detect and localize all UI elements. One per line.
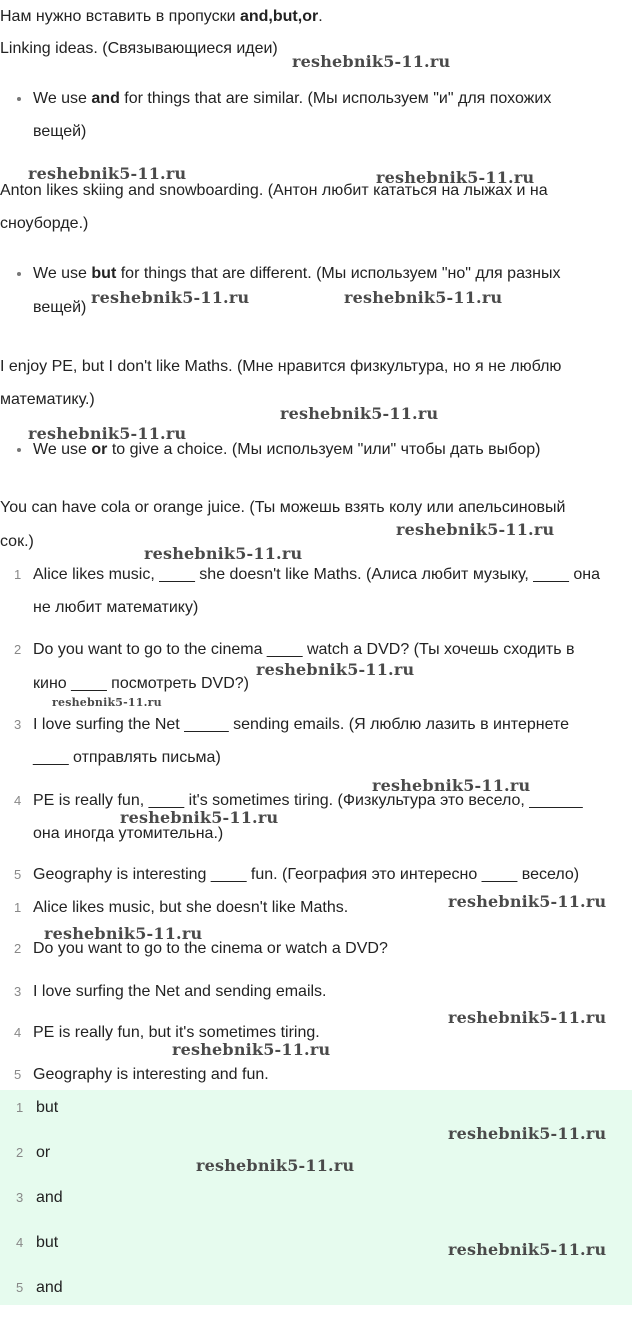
watermark: reshebnik5-11.ru: [120, 808, 279, 827]
watermark: reshebnik5-11.ru: [396, 520, 555, 539]
watermark: reshebnik5-11.ru: [91, 288, 250, 307]
watermark: reshebnik5-11.ru: [196, 1156, 355, 1175]
watermark: reshebnik5-11.ru: [28, 164, 187, 183]
watermark: reshebnik5-11.ru: [28, 424, 187, 443]
example-text: Anton likes skiing and snowboarding. (Антон любит кататься на лыжах и на: [0, 182, 548, 199]
watermark: reshebnik5-11.ru: [448, 1240, 607, 1259]
watermark: reshebnik5-11.ru: [372, 776, 531, 795]
section-heading: Linking ideas. (Связывающиеся идеи): [0, 40, 278, 57]
watermark: reshebnik5-11.ru: [344, 288, 503, 307]
watermark: reshebnik5-11.ru: [172, 1040, 331, 1059]
example-text: You can have cola or orange juice. (Ты можешь взять колу или апельсиновый: [0, 499, 566, 516]
watermark: reshebnik5-11.ru: [256, 660, 415, 679]
watermark: reshebnik5-11.ru: [52, 696, 162, 709]
intro-text: Нам нужно вставить в пропуски and,but,or.: [0, 8, 323, 25]
example-text: I enjoy PE, but I don't like Maths. (Мне нравится физкультура, но я не люблю: [0, 358, 562, 375]
example-text: математику.): [0, 391, 95, 408]
answers-panel: 1 but 2 or 3 and 4 but 5 and: [0, 1090, 632, 1305]
bullet-icon: [17, 448, 21, 452]
watermark: reshebnik5-11.ru: [144, 544, 303, 563]
watermark: reshebnik5-11.ru: [44, 924, 203, 943]
bullet-icon: [17, 272, 21, 276]
watermark: reshebnik5-11.ru: [448, 892, 607, 911]
watermark: reshebnik5-11.ru: [448, 1124, 607, 1143]
example-text: сок.): [0, 533, 34, 550]
watermark: reshebnik5-11.ru: [376, 168, 535, 187]
watermark: reshebnik5-11.ru: [280, 404, 439, 423]
bullet-icon: [17, 97, 21, 101]
example-text: сноуборде.): [0, 215, 89, 232]
watermark: reshebnik5-11.ru: [292, 52, 451, 71]
watermark: reshebnik5-11.ru: [448, 1008, 607, 1027]
